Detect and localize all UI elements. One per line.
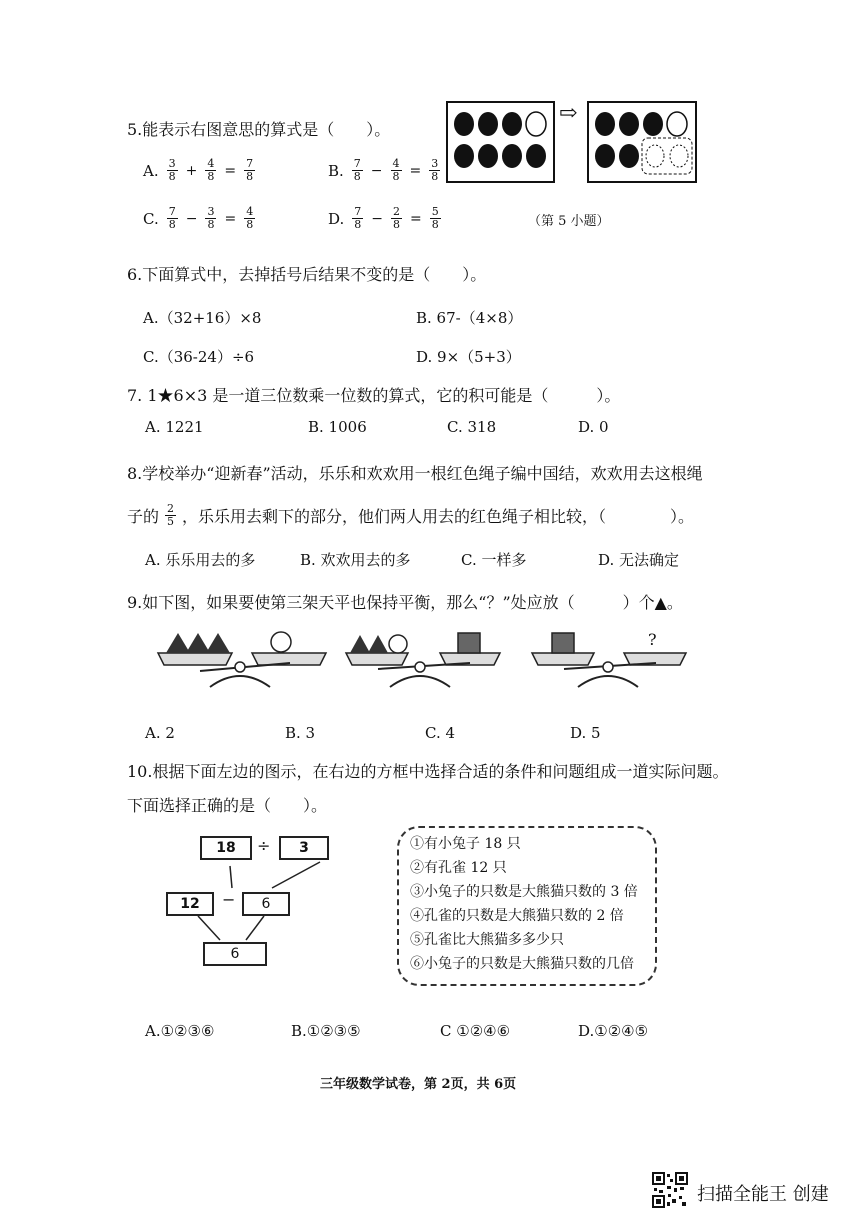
q10-line2: 下面选择正确的是（ ）。	[127, 796, 328, 815]
q5-option-c	[143, 206, 257, 231]
condition-3: ③小兔子的只数是大熊猫只数的 3 倍	[410, 884, 638, 900]
q7-option-b: B. 1006	[308, 418, 367, 436]
frac-den: 8	[207, 170, 215, 183]
box-12: 12	[166, 892, 214, 916]
operator: −	[185, 210, 198, 227]
right-dots	[595, 112, 663, 168]
q6-option-d: D. 9×（5+3）	[416, 348, 521, 366]
option-letter: C.	[143, 209, 159, 228]
q10-option-c: C ①②④⑥	[440, 1022, 511, 1040]
frac-num: 4	[246, 205, 254, 218]
q8-line2	[127, 503, 694, 528]
empty-dot	[526, 112, 546, 136]
frac-den: 8	[168, 218, 176, 231]
q8-line2-start: 子的	[127, 507, 160, 526]
q7-stem: 7. 1★6×3 是一道三位数乘一位数的算式，它的积可能是（ ）。	[127, 386, 621, 405]
condition-6: ⑥小兔子的只数是大熊猫只数的几倍	[410, 956, 634, 972]
scanner-watermark: 扫描全能王 创建	[697, 1184, 829, 1205]
frac-num: 3	[207, 205, 215, 218]
frac-den: 8	[246, 218, 254, 231]
frac-num: 7	[353, 157, 361, 170]
scale-3	[532, 633, 686, 687]
conditions-list	[410, 832, 638, 976]
q8-option-b: B. 欢欢用去的多	[300, 551, 411, 569]
q9-option-d: D. 5	[570, 724, 601, 742]
q10-option-b: B.①②③⑤	[291, 1022, 361, 1040]
q8-option-a: A. 乐乐用去的多	[145, 551, 256, 569]
frac-den: 8	[393, 218, 400, 231]
frac-den: 8	[431, 170, 439, 183]
divide-sign: ÷	[257, 836, 271, 855]
box-3: 3	[279, 836, 329, 860]
q10-option-a: A.①②③⑥	[145, 1022, 215, 1040]
condition-1: ①有小兔子 18 只	[410, 836, 521, 852]
q10-line1: 10.根据下面左边的图示，在右边的方框中选择合适的条件和问题组成一道实际问题。	[127, 762, 729, 781]
q9-stem: 9.如下图，如果要使第三架天平也保持平衡，那么“？”处应放（ ）个▲。	[127, 593, 683, 612]
frac-den: 8	[392, 170, 400, 183]
box-result: 6	[203, 942, 267, 966]
frac-den: 8	[353, 170, 361, 183]
frac-num: 5	[431, 205, 439, 218]
q8-line1: 8.学校举办“迎新春”活动，乐乐和欢欢用一根红色绳子编中国结，欢欢用去这根绳	[127, 464, 703, 483]
condition-4: ④孔雀的只数是大熊猫只数的 2 倍	[410, 908, 624, 924]
q6-option-a: A.（32+16）×8	[143, 309, 262, 327]
qr-code-icon	[652, 1172, 688, 1208]
option-letter: D.	[328, 209, 345, 228]
option-letter: B.	[328, 161, 344, 180]
q9-option-c: C. 4	[425, 724, 456, 742]
equals: =	[410, 210, 422, 227]
q6-option-c: C.（36-24）÷6	[143, 348, 255, 366]
operator: −	[371, 210, 383, 227]
q10-option-d: D.①②④⑤	[578, 1022, 649, 1040]
page-footer: 三年级数学试卷，第 2页，共 6页	[320, 1077, 517, 1092]
q8-line2-end: ，乐乐用去剩下的部分，他们两人用去的红色绳子相比较，（ ）。	[182, 507, 695, 526]
frac-num: 4	[392, 157, 400, 170]
q5-caption: （第 5 小题）	[528, 214, 610, 229]
scale-1	[158, 632, 326, 687]
equals: =	[224, 210, 237, 227]
frac-den: 8	[207, 218, 215, 231]
condition-5: ⑤孔雀比大熊猫多多少只	[410, 932, 564, 948]
frac-num: 2	[167, 502, 175, 515]
q6-option-b: B. 67-（4×8）	[416, 309, 523, 327]
q6-stem: 6.下面算式中，去掉括号后结果不变的是（ ）。	[127, 265, 487, 284]
frac-num: 3	[168, 157, 176, 170]
frac-num: 7	[246, 157, 254, 170]
scale-2	[346, 633, 500, 687]
frac-num: 2	[393, 205, 400, 218]
frac-num: 7	[354, 205, 362, 218]
frac-den: 8	[168, 170, 176, 183]
q5-stem: 5.能表示右图意思的算式是（ ）。	[127, 120, 391, 139]
frac-den: 5	[167, 515, 175, 528]
q8-option-c: C. 一样多	[461, 551, 527, 569]
q5-option-a	[143, 158, 257, 183]
frac-num: 3	[431, 157, 439, 170]
condition-2: ②有孔雀 12 只	[410, 860, 507, 876]
question-mark: ?	[648, 630, 657, 649]
operator: −	[370, 162, 383, 179]
frac-num: 7	[168, 205, 176, 218]
minus-sign: −	[222, 890, 236, 909]
q8-option-d: D. 无法确定	[598, 551, 680, 569]
arrow-icon: ⇨	[559, 101, 578, 126]
dashed-group	[642, 138, 692, 174]
box-18: 18	[200, 836, 252, 860]
equals: =	[224, 162, 237, 179]
equals: =	[409, 162, 422, 179]
q9-option-b: B. 3	[285, 724, 316, 742]
box-6: 6	[242, 892, 290, 916]
q7-option-a: A. 1221	[145, 418, 204, 436]
frac-num: 4	[207, 157, 215, 170]
q7-option-c: C. 318	[447, 418, 497, 436]
q7-option-d: D. 0	[578, 418, 609, 436]
q5-option-b	[328, 158, 442, 183]
operator: +	[185, 162, 198, 179]
option-letter: A.	[143, 161, 159, 180]
frac-den: 8	[246, 170, 254, 183]
frac-den: 8	[354, 218, 362, 231]
q5-option-d	[328, 206, 443, 231]
frac-den: 8	[431, 218, 439, 231]
balance-scales	[150, 625, 710, 695]
q9-option-a: A. 2	[145, 724, 175, 742]
